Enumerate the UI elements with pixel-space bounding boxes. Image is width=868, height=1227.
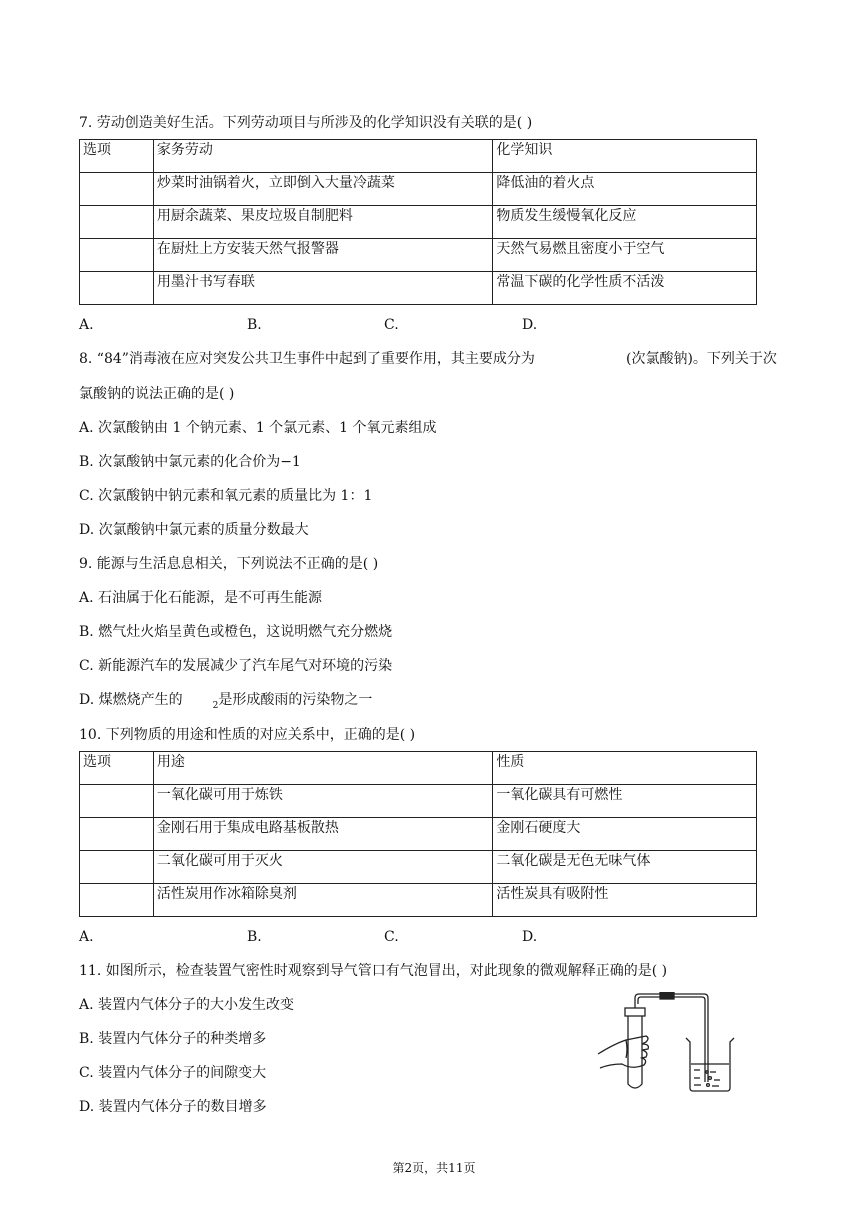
q11-option-a: A. 装置内气体分子的大小发生改变 [79, 997, 295, 1013]
q8-stem-line2: 氯酸钠的说法正确的是( ) [79, 386, 235, 402]
q9-option-d-text-b: 是形成酸雨的污染物之一 [218, 692, 373, 708]
tube-connector [660, 992, 674, 999]
table-header-cell: 化学知识 [493, 140, 757, 173]
table-cell: 金刚石用于集成电路基板散热 [153, 818, 492, 851]
q10-table [79, 751, 757, 917]
q11-stem: 11. 如图所示，检查装置气密性时观察到导气管口有气泡冒出，对此现象的微观解释正确的是( ) [79, 963, 668, 979]
table-cell [80, 884, 154, 917]
q11-option-b: B. 装置内气体分子的种类增多 [79, 1031, 267, 1047]
rubber-stopper [625, 1008, 645, 1016]
table-row [80, 173, 757, 206]
table-cell [80, 173, 154, 206]
choice-b: B. [247, 929, 262, 945]
test-tube [628, 1014, 642, 1088]
q8-stem-line1a: 8. “84”消毒液在应对突发公共卫生事件中起到了重要作用，其主要成分为 [79, 351, 535, 367]
q8-option-c: C. 次氯酸钠中钠元素和氧元素的质量比为 1：1 [79, 488, 373, 504]
table-header-cell: 选项 [80, 140, 154, 173]
table-cell [80, 272, 154, 305]
table-cell: 用厨余蔬菜、果皮垃圾自制肥料 [153, 206, 492, 239]
table-cell [80, 851, 154, 884]
choice-c: C. [384, 317, 399, 333]
table-cell [80, 818, 154, 851]
table-cell: 二氧化碳是无色无味气体 [493, 851, 757, 884]
table-row [80, 206, 757, 239]
table-cell: 在厨灶上方安装天然气报警器 [153, 239, 492, 272]
q8-stem-line1b: (次氯酸钠)。下列关于次 [626, 351, 777, 367]
q9-option-d [79, 690, 372, 712]
table-row [80, 818, 757, 851]
table-row [80, 239, 757, 272]
q9-option-d-text-a: D. 煤燃烧产生的 [79, 692, 183, 708]
table-cell: 活性炭具有吸附性 [493, 884, 757, 917]
q9-option-a: A. 石油属于化石能源，是不可再生能源 [79, 590, 323, 606]
table-header-cell: 用途 [153, 752, 492, 785]
hand [598, 1036, 648, 1068]
table-header-row [80, 140, 757, 173]
table-header-cell: 选项 [80, 752, 154, 785]
q9-option-d-subscript: 2 [212, 701, 219, 711]
table-header-cell: 家务劳动 [153, 140, 492, 173]
table-row [80, 884, 757, 917]
q9-stem: 9. 能源与生活息息相关，下列说法不正确的是( ) [79, 556, 379, 572]
q9-option-b: B. 燃气灶火焰呈黄色或橙色，这说明燃气充分燃烧 [79, 624, 393, 640]
table-cell: 活性炭用作冰箱除臭剂 [153, 884, 492, 917]
table-cell: 用墨汁书写春联 [153, 272, 492, 305]
choice-d: D. [522, 317, 538, 333]
table-row [80, 851, 757, 884]
q9-option-c: C. 新能源汽车的发展减少了汽车尾气对环境的污染 [79, 658, 393, 674]
table-cell [80, 239, 154, 272]
table-cell: 一氧化碳可用于炼铁 [153, 785, 492, 818]
table-cell: 一氧化碳具有可燃性 [493, 785, 757, 818]
table-cell: 物质发生缓慢氧化反应 [493, 206, 757, 239]
q8-option-d: D. 次氯酸钠中氯元素的质量分数最大 [79, 522, 309, 538]
table-cell: 炒菜时油锅着火，立即倒入大量冷蔬菜 [153, 173, 492, 206]
table-row [80, 785, 757, 818]
choice-a: A. [79, 929, 94, 945]
table-header-row [80, 752, 757, 785]
airtightness-apparatus-figure [596, 992, 746, 1094]
page-footer: 第2页，共11页 [392, 1161, 476, 1175]
table-cell: 天然气易燃且密度小于空气 [493, 239, 757, 272]
choice-c: C. [384, 929, 399, 945]
table-row [80, 272, 757, 305]
q10-stem: 10. 下列物质的用途和性质的对应关系中，正确的是( ) [79, 727, 416, 743]
choice-a: A. [79, 317, 94, 333]
q8-option-b: B. 次氯酸钠中氯元素的化合价为−1 [79, 454, 301, 470]
q7-stem: 7. 劳动创造美好生活。下列劳动项目与所涉及的化学知识没有关联的是( ) [79, 115, 533, 131]
choice-d: D. [522, 929, 538, 945]
table-cell: 降低油的着火点 [493, 173, 757, 206]
q11-option-c: C. 装置内气体分子的间隙变大 [79, 1065, 267, 1081]
table-header-cell: 性质 [493, 752, 757, 785]
table-cell: 金刚石硬度大 [493, 818, 757, 851]
table-cell [80, 785, 154, 818]
q7-table [79, 139, 757, 305]
table-cell: 常温下碳的化学性质不活泼 [493, 272, 757, 305]
q8-option-a: A. 次氯酸钠由 1 个钠元素、1 个氯元素、1 个氧元素组成 [79, 420, 437, 436]
table-cell [80, 206, 154, 239]
choice-b: B. [247, 317, 262, 333]
q11-option-d: D. 装置内气体分子的数目增多 [79, 1099, 267, 1115]
delivery-tube [635, 994, 708, 1082]
table-cell: 二氧化碳可用于灭火 [153, 851, 492, 884]
